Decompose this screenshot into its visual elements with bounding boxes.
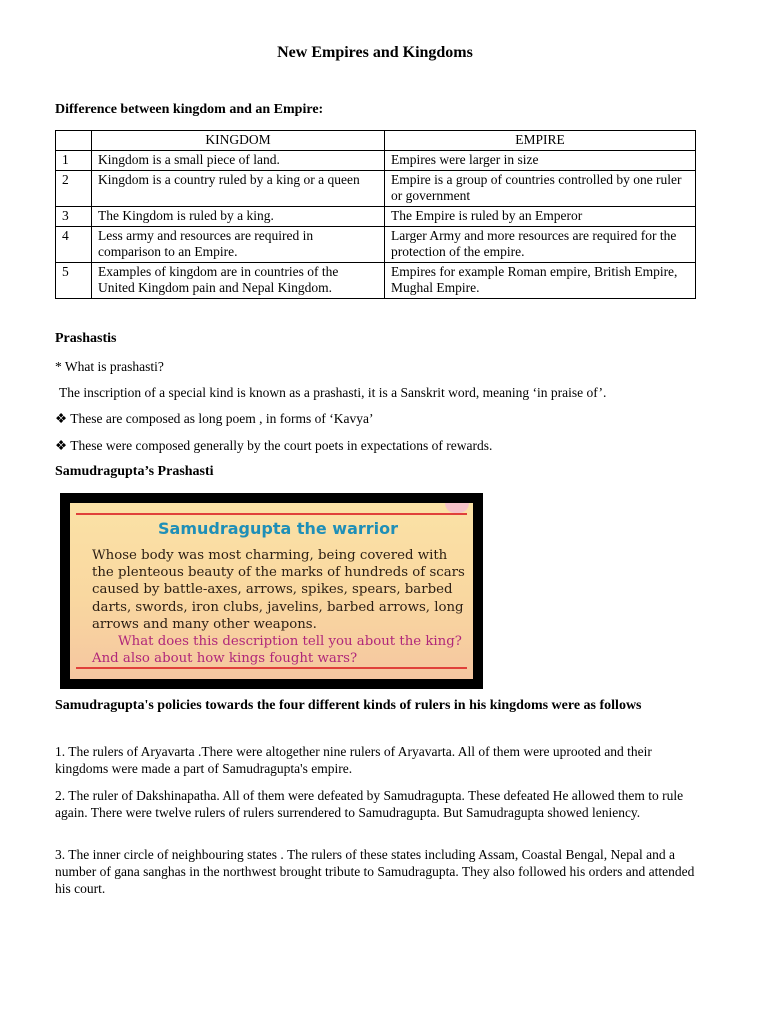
kingdom-cell: Examples of kingdom are in countries of the United Kingdom pain and Nepal Kingdom. (92, 263, 385, 299)
table-row (56, 263, 696, 299)
empire-cell: Empires for example Roman empire, British Empire, Mughal Empire. (385, 263, 696, 299)
prashasti-answer: The inscription of a special kind is known as a prashasti, it is a Sanskrit word, meaning ‘in praise of’. (59, 385, 607, 400)
difference-heading: Difference between kingdom and an Empire: (55, 102, 324, 117)
policies-heading: Samudragupta's policies towards the four different kinds of rulers in his kingdoms were as follows (55, 698, 642, 713)
page-title: New Empires and Kingdoms (277, 44, 473, 61)
table-row (56, 171, 696, 207)
excerpt-question: What does this description tell you about the king? And also about how kings fought wars? (92, 634, 462, 667)
textbook-excerpt-image (60, 493, 483, 689)
table-header-row (56, 131, 696, 151)
prashasti-bullet-1: ❖ These are composed as long poem , in forms of ‘Kavya’ (55, 411, 374, 426)
header-kingdom: KINGDOM (92, 131, 385, 151)
excerpt-panel (70, 503, 473, 679)
excerpt-body: Whose body was most charming, being covered with the plenteous beauty of the marks of hundreds of scars caused by battle-axes, arrows, spikes, spears, barbed darts, swords, iron clubs, javelins, barbed arrows, long arrows and many other weapons. (92, 548, 465, 632)
table-row (56, 151, 696, 171)
header-num (56, 131, 92, 151)
row-number: 5 (56, 263, 92, 299)
prashasti-question: * What is prashasti? (55, 359, 164, 374)
row-number: 4 (56, 227, 92, 263)
header-empire: EMPIRE (385, 131, 696, 151)
empire-cell: Empire is a group of countries controlled by one ruler or government (385, 171, 696, 207)
decorative-corner (445, 503, 469, 513)
prashastis-heading: Prashastis (55, 331, 117, 346)
policy-paragraph-2: 2. The ruler of Dakshinapatha. All of them were defeated by Samudragupta. These defeated He allowed them to rule again. There were twelve rulers of rulers surrendered to Samudragupta. But Samudragupta showed leniency. (55, 788, 684, 820)
samudragupta-prashasti-heading: Samudragupta’s Prashasti (55, 464, 214, 479)
kingdom-cell: The Kingdom is ruled by a king. (92, 207, 385, 227)
table-row (56, 207, 696, 227)
empire-cell: Larger Army and more resources are required for the protection of the empire. (385, 227, 696, 263)
kingdom-cell: Less army and resources are required in comparison to an Empire. (92, 227, 385, 263)
top-rule (76, 513, 467, 515)
empire-cell: Empires were larger in size (385, 151, 696, 171)
comparison-table (55, 130, 696, 299)
table-row (56, 227, 696, 263)
row-number: 2 (56, 171, 92, 207)
prashasti-bullet-2: ❖ These were composed generally by the court poets in expectations of rewards. (55, 438, 493, 453)
row-number: 1 (56, 151, 92, 171)
row-number: 3 (56, 207, 92, 227)
bottom-rule (76, 667, 467, 669)
policy-paragraph-3: 3. The inner circle of neighbouring states . The rulers of these states including Assam, Coastal Bengal, Nepal and a number of gana sanghas in the northwest brought tribute to Samudragupta. They also followed his orders and attended his court. (55, 847, 695, 896)
kingdom-cell: Kingdom is a small piece of land. (92, 151, 385, 171)
kingdom-cell: Kingdom is a country ruled by a king or a queen (92, 171, 385, 207)
policy-paragraph-1: 1. The rulers of Aryavarta .There were altogether nine rulers of Aryavarta. All of them were uprooted and their kingdoms were made a part of Samudragupta's empire. (55, 744, 652, 776)
empire-cell: The Empire is ruled by an Emperor (385, 207, 696, 227)
excerpt-heading: Samudragupta the warrior (158, 519, 399, 538)
